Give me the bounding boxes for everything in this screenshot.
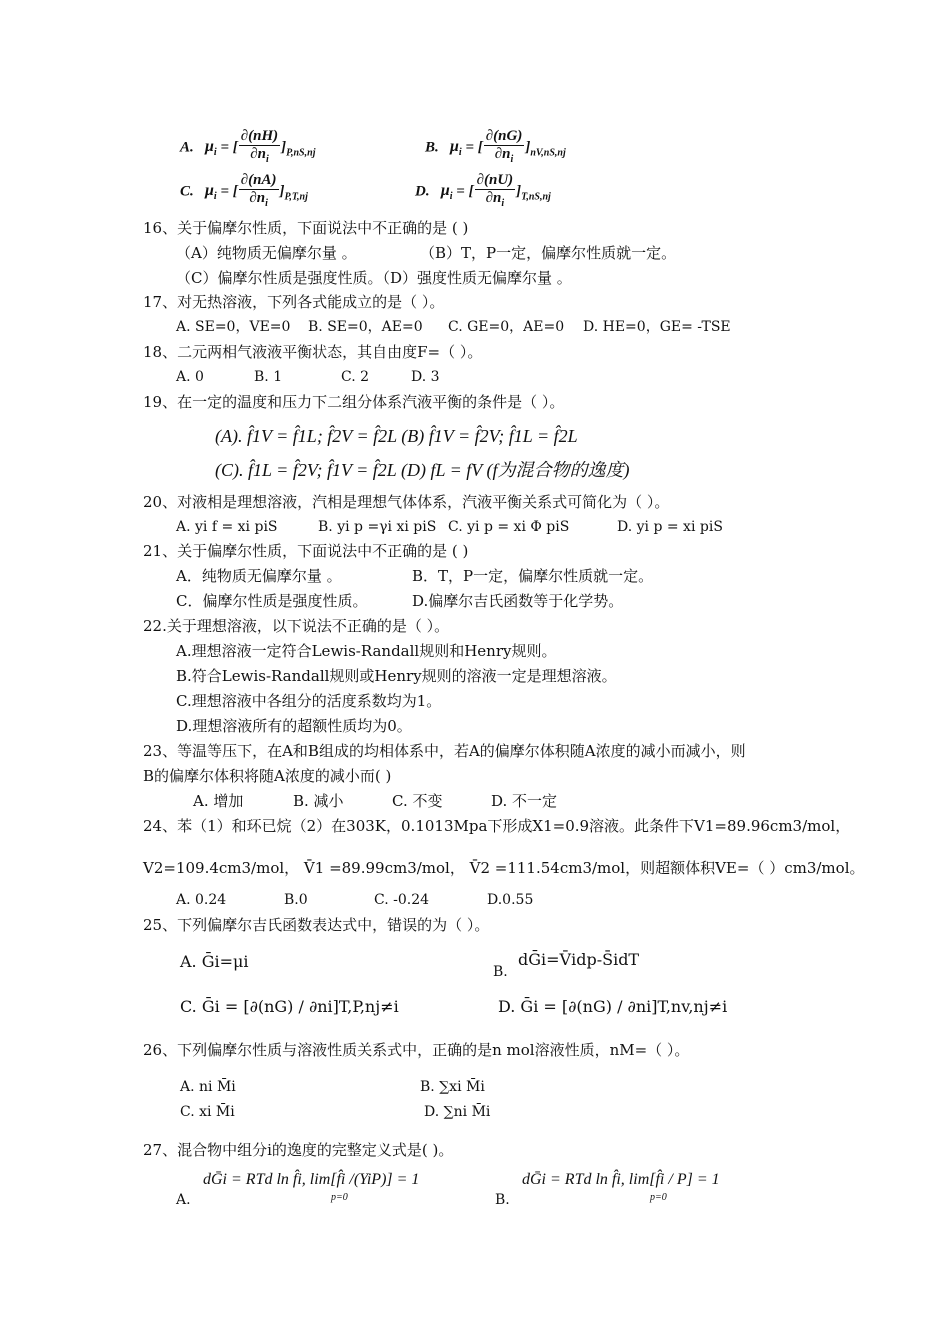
q25-option-d: D. Ḡi = [∂(nG) / ∂ni]T,nv,nj≠i	[498, 997, 728, 1016]
q20-option-a: A. yi f = xi piS	[176, 519, 278, 535]
q23-option-d: D. 不一定	[491, 792, 558, 810]
q26-option-c: C. xi M̄i	[180, 1104, 235, 1120]
q23-option-b: B. 减小	[293, 792, 344, 810]
q21-option-d: D.偏摩尔吉氏函数等于化学势。	[412, 592, 624, 610]
q23-option-a: A. 增加	[193, 792, 244, 810]
q27-option-a: dḠi = RTd ln f̂i, lim[f̂i /(YiP)] = 1	[203, 1171, 420, 1188]
q27-option-b-limit-sub: p=0	[650, 1192, 667, 1203]
q17-stem: 17、对无热溶液，下列各式能成立的是（ ）。	[143, 293, 445, 311]
q18-option-c: C. 2	[341, 369, 370, 385]
q22-option-b: B.符合Lewis-Randall规则或Henry规则的溶液一定是理想溶液。	[176, 667, 617, 685]
q24-stem-line2: V2=109.4cm3/mol， V̄1 =89.99cm3/mol， V̄2 =111.54cm3/mol，则超额体积VE=（ ）cm3/mol。	[143, 859, 865, 877]
q16-option-cd: （C）偏摩尔性质是强度性质。（D）强度性质无偏摩尔量 。	[176, 269, 572, 287]
q22-stem: 22.关于理想溶液，以下说法不正确的是（ ）。	[143, 617, 450, 635]
q15-option-a: A. $\mu_i$ = [ $\frac{\partial(nH)}{\partial n_i}$ ]$_{P,nS,nj}$	[180, 128, 316, 165]
q21-option-c: C．偏摩尔性质是强度性质。	[176, 592, 368, 610]
q19-stem: 19、在一定的温度和压力下二组分体系汽液平衡的条件是（ ）。	[143, 393, 565, 411]
q24-option-b: B.0	[284, 892, 308, 908]
q23-stem-line2: B的偏摩尔体积将随A浓度的减小而( )	[143, 767, 392, 785]
q27-option-b-letter: B.	[495, 1192, 510, 1208]
q16-option-b: （B）T，P一定，偏摩尔性质就一定。	[420, 244, 677, 262]
q15-option-b: B. $\mu_i$ = [ $\frac{\partial(nG)}{\partial n_i}$ ]$_{nV,nS,nj}$	[425, 128, 566, 165]
q26-option-d: D. ∑ni M̄i	[424, 1104, 491, 1120]
q20-stem: 20、对液相是理想溶液，汽相是理想气体体系，汽液平衡关系式可简化为（ ）。	[143, 493, 670, 511]
q15-option-d: D. $\mu_i$ = [ $\frac{\partial(nU)}{\partial n_i}$ ]$_{T,nS,nj}$	[415, 172, 551, 209]
q23-option-c: C. 不变	[392, 792, 443, 810]
q17-option-c: C. GE=0，AE=0	[448, 319, 565, 335]
q21-option-a: A．纯物质无偏摩尔量 。	[176, 567, 342, 585]
q19-options-ab: (A). f̂1V = f̂1L; f̂2V = f̂2L (B) f̂1V = f̂2V; f̂1L = f̂2L	[215, 426, 578, 446]
q18-option-a: A. 0	[176, 369, 204, 385]
q25-option-b: dḠi=V̄idp-S̄idT	[518, 950, 640, 969]
q27-option-a-letter: A.	[176, 1192, 191, 1208]
q17-option-a: A. SE=0，VE=0	[176, 319, 291, 335]
q22-option-c: C.理想溶液中各组分的活度系数均为1。	[176, 692, 442, 710]
q24-stem-line1: 24、苯（1）和环已烷（2）在303K，0.1013Mpa下形成X1=0.9溶液。此条件下V1=89.96cm3/mol，	[143, 817, 851, 835]
q26-option-a: A. ni M̄i	[180, 1079, 236, 1095]
q25-stem: 25、下列偏摩尔吉氏函数表达式中，错误的为（ ）。	[143, 916, 490, 934]
q24-option-a: A. 0.24	[176, 892, 227, 908]
q25-option-b-letter: B.	[493, 964, 508, 980]
q17-option-d: D. HE=0，GE= -TSE	[583, 319, 731, 335]
q16-option-a: （A）纯物质无偏摩尔量 。	[176, 244, 357, 262]
q16-stem: 16、关于偏摩尔性质，下面说法中不正确的是 ( )	[143, 219, 469, 237]
q22-option-d: D.理想溶液所有的超额性质均为0。	[176, 717, 412, 735]
q20-option-c: C. yi p = xi Φ piS	[448, 519, 570, 535]
q24-option-c: C. -0.24	[374, 892, 430, 908]
q18-stem: 18、二元两相气液液平衡状态，其自由度F=（ ）。	[143, 343, 483, 361]
q23-stem-line1: 23、等温等压下，在A和B组成的均相体系中，若A的偏摩尔体积随A浓度的减小而减小，则	[143, 742, 746, 760]
q17-option-b: B. SE=0，AE=0	[308, 319, 423, 335]
q26-stem: 26、下列偏摩尔性质与溶液性质关系式中，正确的是n mol溶液性质，nM=（ ）。	[143, 1041, 690, 1059]
q15-option-c: C. $\mu_i$ = [ $\frac{\partial(nA)}{\partial n_i}$ ]$_{P,T,nj}$	[180, 172, 308, 209]
q21-option-b: B．T，P一定，偏摩尔性质就一定。	[412, 567, 654, 585]
q22-option-a: A.理想溶液一定符合Lewis-Randall规则和Henry规则。	[176, 642, 557, 660]
q27-stem: 27、混合物中组分i的逸度的完整定义式是( )。	[143, 1141, 454, 1159]
q18-option-d: D. 3	[411, 369, 440, 385]
q25-option-c: C. Ḡi = [∂(nG) / ∂ni]T,P,nj≠i	[180, 997, 399, 1016]
q27-option-a-limit-sub: p=0	[331, 1192, 348, 1203]
q18-option-b: B. 1	[254, 369, 283, 385]
q26-option-b: B. ∑xi M̄i	[420, 1079, 485, 1095]
q19-options-cd: (C). f̂1L = f̂2V; f̂1V = f̂2L (D) fL = fV (f为混合物的逸度)	[215, 460, 630, 480]
q20-option-b: B. yi p =γi xi piS	[318, 519, 437, 535]
q27-option-b: dḠi = RTd ln f̂i, lim[f̂i / P] = 1	[522, 1171, 720, 1188]
q24-option-d: D.0.55	[487, 892, 534, 908]
q25-option-a: A. Ḡi=μi	[180, 952, 249, 971]
q21-stem: 21、关于偏摩尔性质，下面说法中不正确的是 ( )	[143, 542, 469, 560]
q20-option-d: D. yi p = xi piS	[617, 519, 723, 535]
